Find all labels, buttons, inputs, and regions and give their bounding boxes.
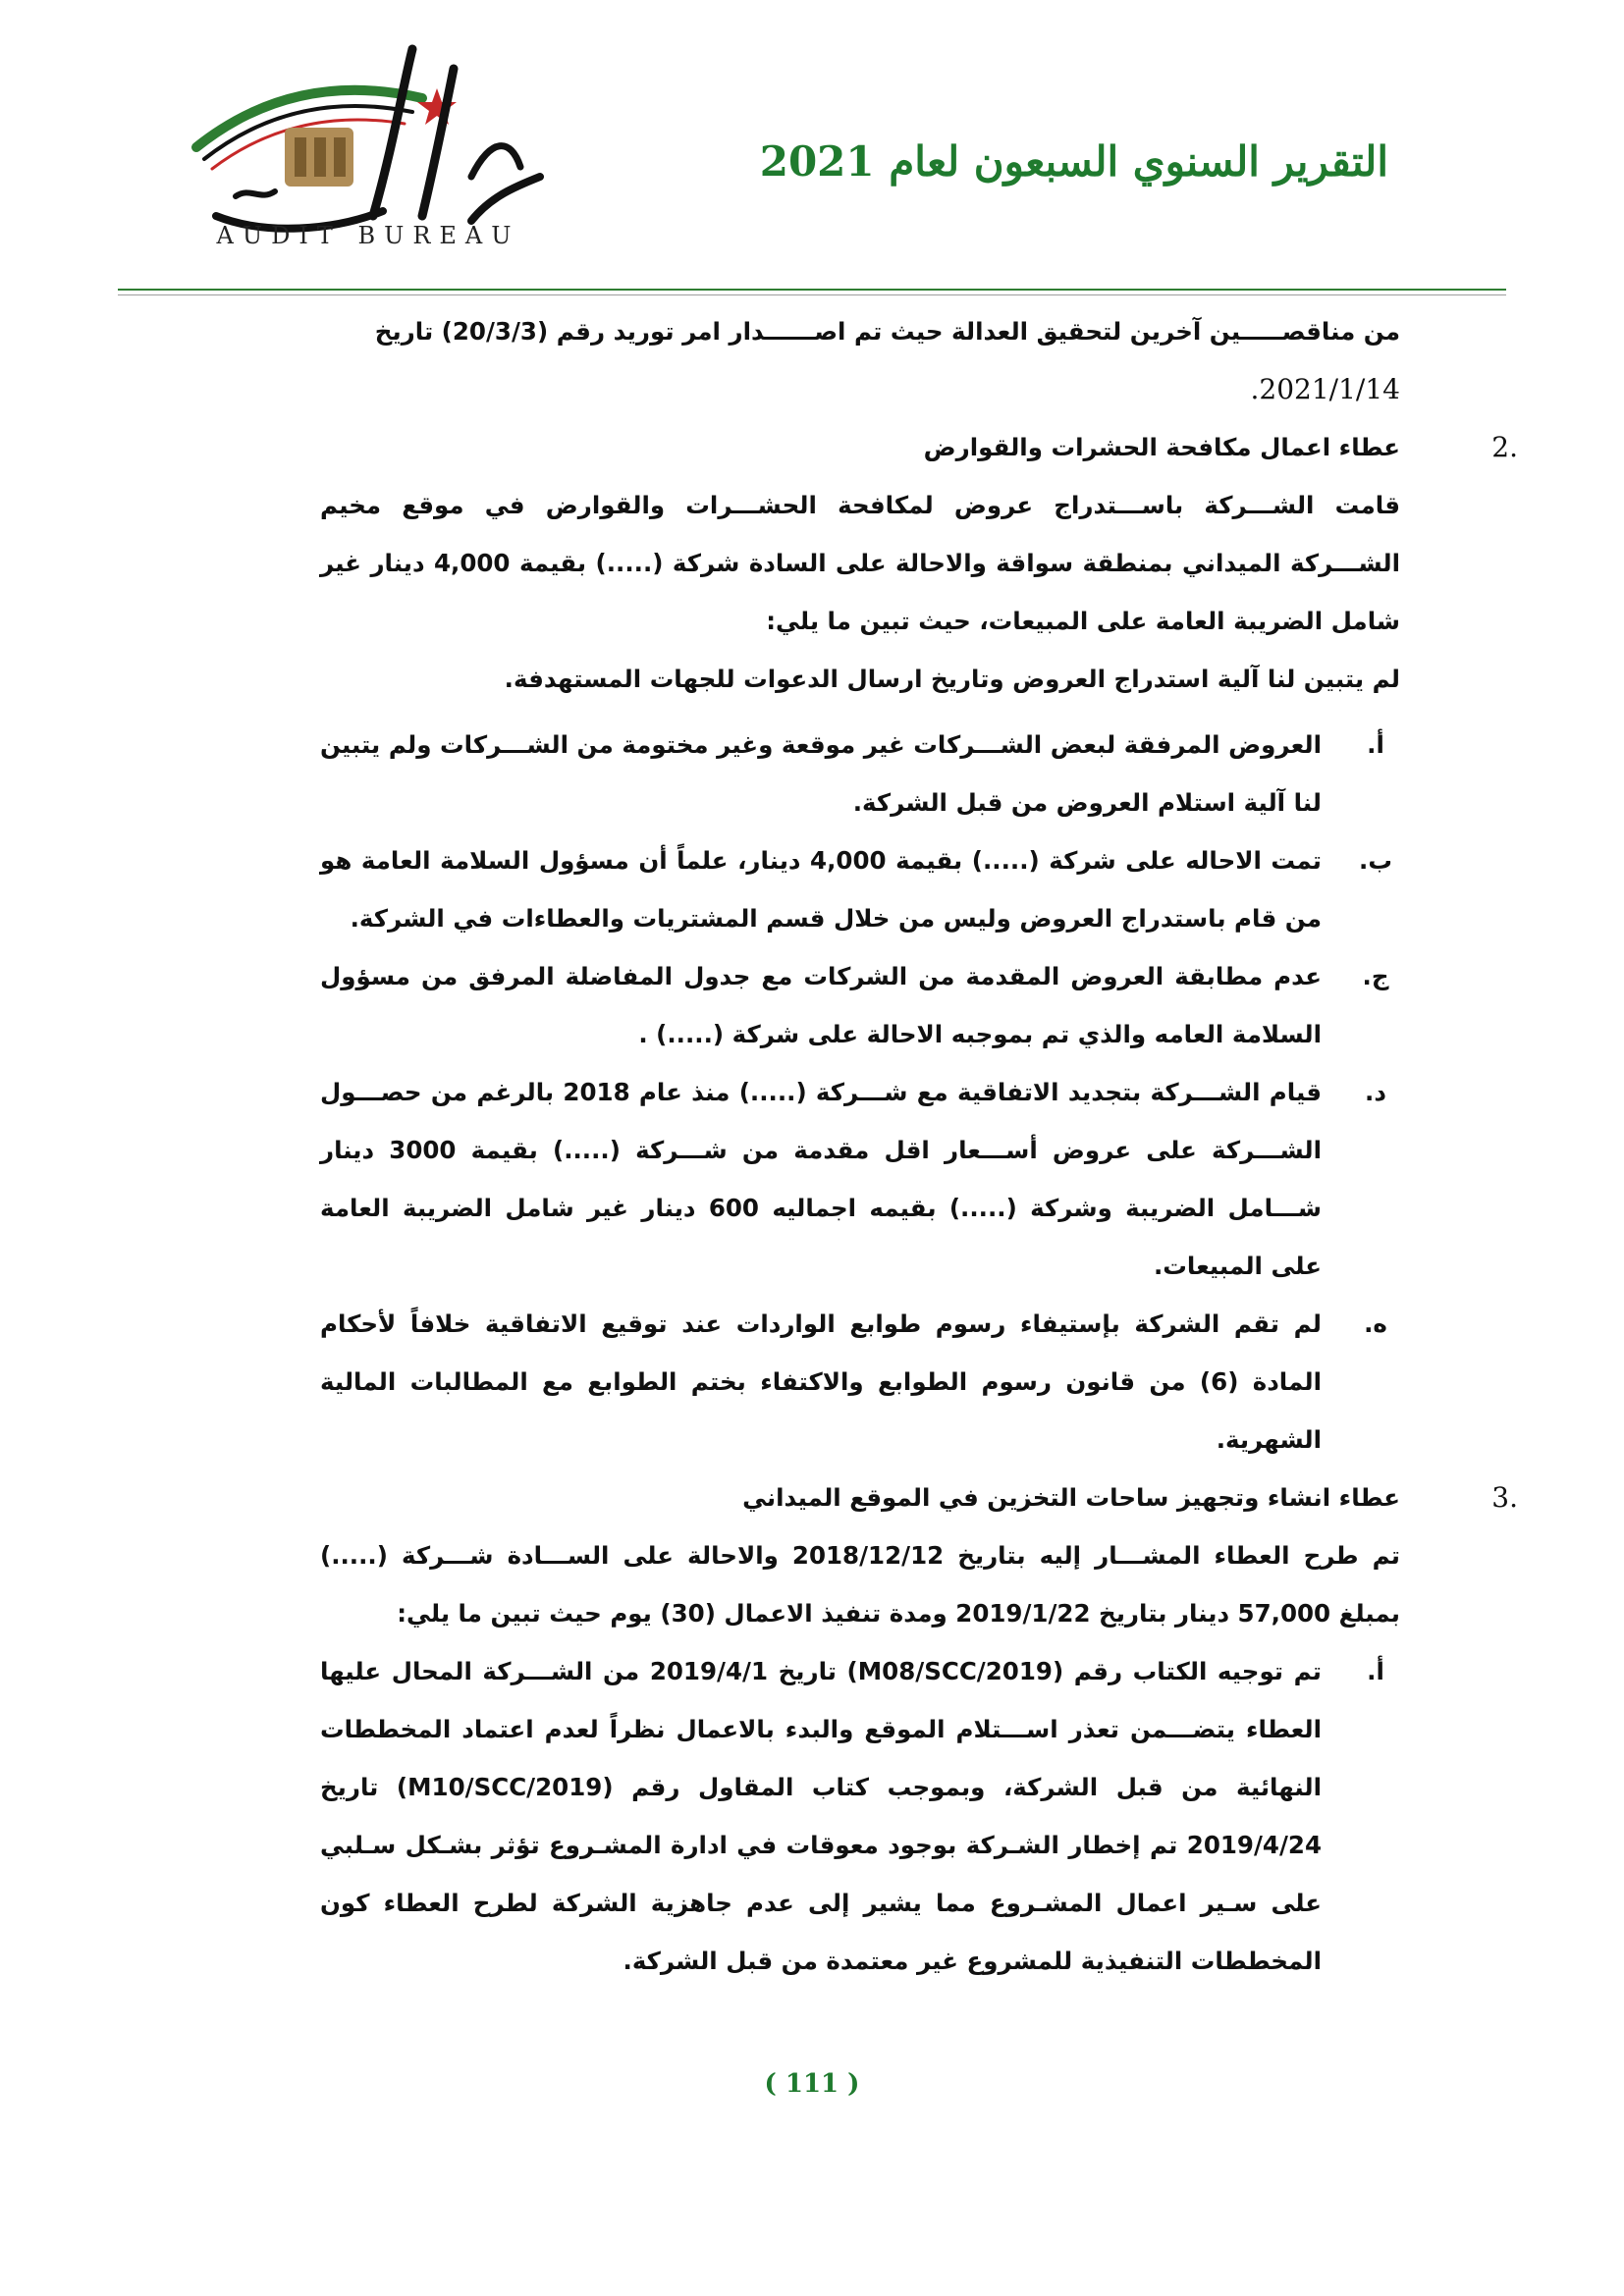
sub-item xyxy=(320,947,1400,1063)
sub-text: تم توجيه الكتاب رقم (M08/SCC/2019) تاريخ 2019/4/1 من الشـــركة المحال عليها العطاء يتضـــمن تعذر اســـتلام الموقع والبدء بالاعمال نظراً لعدم اعتماد المخططات النهائية من قبل الشركة، وبموجب كتاب المقاول رقم (M10/SCC/2019) تاريخ 2019/4/24 تم إخطار الشـركة بوجود معوقات في ادارة المشـروع تؤثر بشـكل سـلبي على سـير اعمال المشـروع مما يشير إلى عدم جاهزية الشركة لطرح العطاء كون المخططات التنفيذية للمشروع غير معتمدة من قبل الشركة. xyxy=(320,1657,1323,1975)
sub-item xyxy=(320,716,1400,831)
sub-text: العروض المرفقة لبعض الشـــركات غير موقعة وغير مختومة من الشـــركات ولم يتبين لنا آلية استلام العروض من قبل الشركة. xyxy=(320,730,1322,817)
report-title: التقرير السنوي السبعون لعام 2021 xyxy=(759,137,1388,186)
section-paragraph: قامت الشـــركة باســـتدراج عروض لمكافحة الحشـــرات والقوارض في موقع مخيم الشـــركة الميداني بمنطقة سواقة والاحالة على السادة شركة (.....) بقيمة 4,000 دينار غير شامل الضريبة العامة على المبيعات، حيث تبين ما يلي: xyxy=(320,491,1400,635)
header-rule-thin xyxy=(118,294,1506,295)
sub-text: لم تقم الشركة بإستيفاء رسوم طوابع الواردات عند توقيع الاتفاقية خلافاً لأحكام المادة (6) من قانون رسوم الطوابع والاكتفاء بختم الطوابع مع المطالبات المالية الشهرية. xyxy=(320,1309,1322,1454)
section-item-3 xyxy=(320,1468,1518,1526)
section-title: عطاء انشاء وتجهيز ساحات التخزين في الموقع الميداني xyxy=(742,1483,1400,1512)
sub-item xyxy=(320,1642,1400,1990)
page-header xyxy=(0,0,1624,294)
sub-item xyxy=(320,1063,1400,1295)
section-paragraph: تم طرح العطاء المشـــار إليه بتاريخ 2018/12/12 والاحالة على الســـادة شـــركة (.....) بمبلغ 57,000 دينار بتاريخ 2019/1/22 ومدة تنفيذ الاعمال (30) يوم حيث تبين ما يلي: xyxy=(320,1541,1400,1628)
sub-letter: ج. xyxy=(1362,962,1389,990)
header-rule xyxy=(118,289,1506,291)
page-body xyxy=(320,302,1518,1990)
sub-text: قيام الشـــركة بتجديد الاتفاقية مع شـــركة (.....) منذ عام 2018 بالرغم من حصـــول الشـــركة على عروض أســـعار اقل مقدمة من شـــركة (.....) بقيمة 3000 دينار شـــامل الضريبة وشركة (.....) بقيمه اجماليه 600 دينار غير شامل الضريبة العامة على المبيعات. xyxy=(320,1078,1323,1280)
intro-date: 2021/1/14. xyxy=(1250,373,1400,405)
sub-text: عدم مطابقة العروض المقدمة من الشركات مع جدول المفاضلة المرفق من مسؤول السلامة العامه والذي تم بموجبه الاحالة على شركة (.....) . xyxy=(320,962,1322,1048)
sub-letter: ب. xyxy=(1359,846,1392,875)
section-number: 2. xyxy=(1491,431,1518,463)
sub-letter: ه. xyxy=(1364,1309,1387,1338)
logo-caption: AUDIT BUREAU xyxy=(216,222,520,249)
section-note: لم يتبين لنا آلية استدراج العروض وتاريخ ارسال الدعوات للجهات المستهدفة. xyxy=(504,665,1400,693)
section-item-2 xyxy=(320,418,1518,476)
sub-letter: د. xyxy=(1365,1078,1386,1106)
sub-letter: أ. xyxy=(1367,730,1384,759)
page-number: ( 111 ) xyxy=(764,2069,860,2099)
sub-text: تمت الاحاله على شركة (.....) بقيمة 4,000 دينار، علماً أن مسؤول السلامة العامة هو من قام باستدراج العروض وليس من خلال قسم المشتريات والعطاءات في الشركة. xyxy=(320,846,1322,933)
sub-item xyxy=(320,831,1400,947)
intro-line: من مناقصـــــين آخرين لتحقيق العدالة حيث تم اصــــــدار امر توريد رقم (20/3/3) تاريخ xyxy=(374,317,1400,346)
section-number: 3. xyxy=(1491,1481,1518,1514)
section-title: عطاء اعمال مكافحة الحشرات والقوارض xyxy=(923,433,1400,461)
sub-item xyxy=(320,1295,1400,1468)
sub-letter: أ. xyxy=(1367,1657,1384,1685)
